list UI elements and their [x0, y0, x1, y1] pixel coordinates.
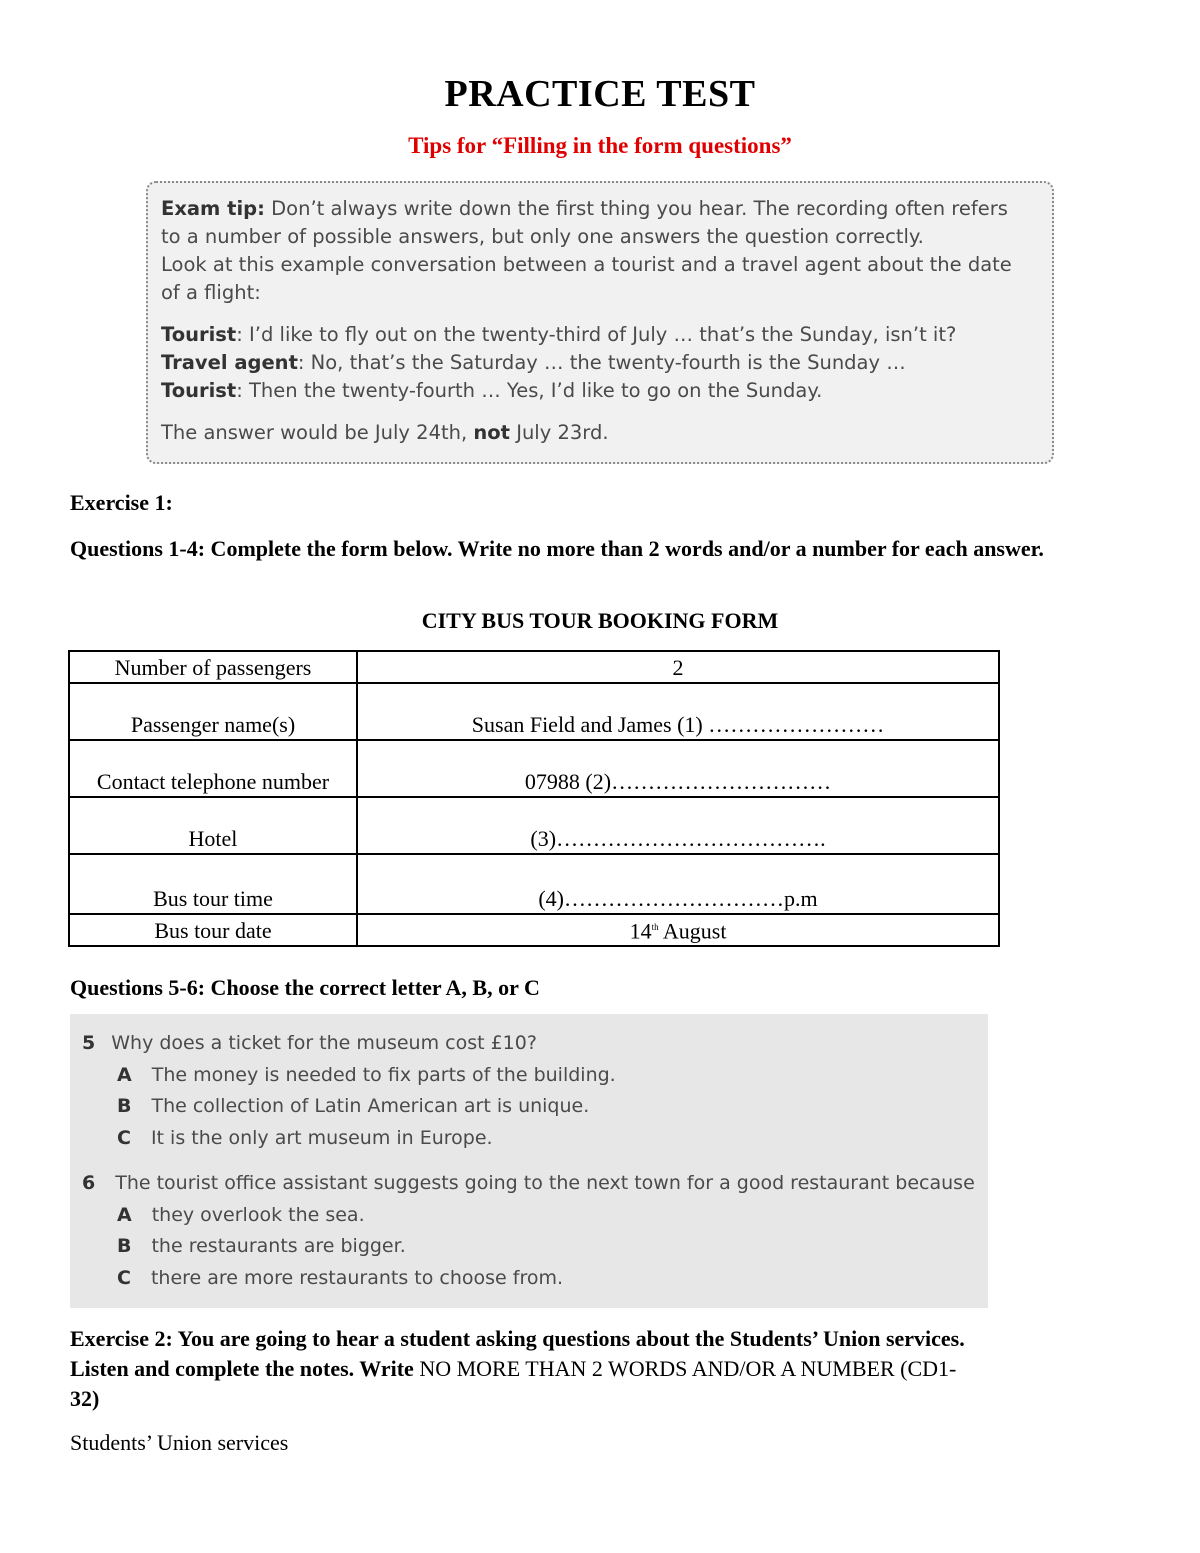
form-value: (3)………………………………. [357, 797, 999, 854]
form-row [69, 651, 999, 683]
form-row [69, 854, 999, 914]
questions-1-4-instruction: Questions 1-4: Complete the form below. Write no more than 2 words and/or a number for each answer. [70, 536, 1044, 561]
exercise-2-line-3: 32) [70, 1386, 100, 1411]
exam-tip-answer: The answer would be July 24th, not July 23rd. [161, 421, 609, 444]
students-union-services-heading: Students’ Union services [70, 1430, 289, 1455]
form-label: Bus tour date [69, 914, 357, 946]
exercise-1-heading: Exercise 1: [70, 490, 173, 515]
dialogue-line-3: Tourist: Then the twenty-fourth … Yes, I’d like to go on the Sunday. [161, 379, 823, 402]
exam-tip-line-1: Exam tip: Don’t always write down the first thing you hear. The recording often refers [161, 197, 1008, 220]
form-value: Susan Field and James (1) …………………… [357, 683, 999, 740]
questions-5-6-instruction: Questions 5-6: Choose the correct letter A, B, or C [70, 975, 540, 1000]
question-5: 5 Why does a ticket for the museum cost £10? [82, 1032, 537, 1054]
exam-tip-box [146, 181, 1054, 464]
form-label: Number of passengers [69, 651, 357, 683]
exam-tip-label: Exam tip: [161, 197, 265, 220]
form-value: 07988 (2)………………………… [357, 740, 999, 797]
q6-option-c[interactable]: C there are more restaurants to choose from. [117, 1267, 564, 1289]
multiple-choice-box [70, 1014, 988, 1308]
exercise-2-line-2: Listen and complete the notes. Write NO MORE THAN 2 WORDS AND/OR A NUMBER (CD1- [70, 1356, 957, 1381]
form-row [69, 914, 999, 946]
tips-subtitle: Tips for “Filling in the form questions” [408, 133, 792, 158]
form-label: Contact telephone number [69, 740, 357, 797]
form-value: 2 [357, 651, 999, 683]
form-value: (4)…………………………p.m [357, 854, 999, 914]
q6-option-a[interactable]: A they overlook the sea. [117, 1204, 365, 1226]
exam-tip-line-2: to a number of possible answers, but only one answers the question correctly. [161, 225, 924, 248]
q5-option-a[interactable]: A The money is needed to fix parts of the building. [117, 1064, 616, 1086]
form-label: Passenger name(s) [69, 683, 357, 740]
q6-option-b[interactable]: B the restaurants are bigger. [117, 1235, 406, 1257]
dialogue-line-2: Travel agent: No, that’s the Saturday … the twenty-fourth is the Sunday … [161, 351, 906, 374]
form-value: 14th August [357, 914, 999, 946]
exercise-2-line-1: Exercise 2: You are going to hear a student asking questions about the Students’ Union services. [70, 1326, 965, 1351]
exam-tip-line-3: Look at this example conversation between a tourist and a travel agent about the date [161, 253, 1012, 276]
form-row [69, 740, 999, 797]
dialogue-line-1: Tourist: I’d like to fly out on the twenty-third of July … that’s the Sunday, isn’t it? [161, 323, 957, 346]
q5-option-c[interactable]: C It is the only art museum in Europe. [117, 1127, 493, 1149]
form-row [69, 683, 999, 740]
form-label: Hotel [69, 797, 357, 854]
exam-tip-line-4: of a flight: [161, 281, 261, 304]
form-title: CITY BUS TOUR BOOKING FORM [421, 608, 779, 633]
booking-form-table [68, 650, 1000, 947]
form-row [69, 797, 999, 854]
q5-option-b[interactable]: B The collection of Latin American art is unique. [117, 1095, 590, 1117]
form-label: Bus tour time [69, 854, 357, 914]
page-title: PRACTICE TEST [444, 73, 756, 115]
question-6: 6 The tourist office assistant suggests going to the next town for a good restaurant because [82, 1172, 975, 1194]
